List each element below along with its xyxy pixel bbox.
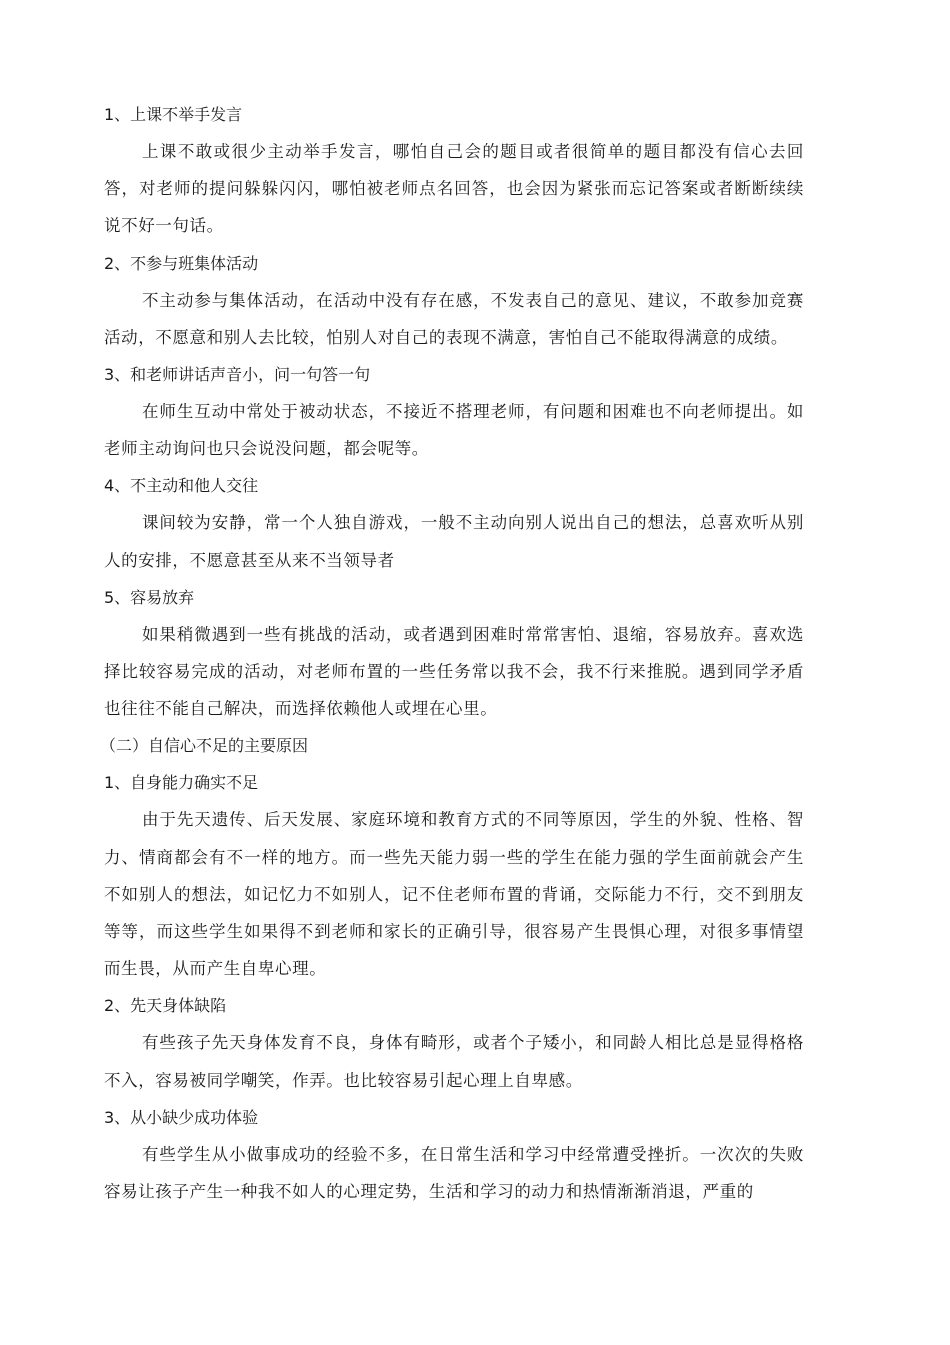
paragraph: 如果稍微遇到一些有挑战的活动，或者遇到困难时常常害怕、退缩，容易放弃。喜欢选择比较容易完成的活动，对老师布置的一些任务常以我不会，我不行来推脱。遇到同学矛盾也往往不能自己解决，而选择依赖他人或埋在心里。 bbox=[104, 624, 804, 719]
list-heading: 3、从小缺少成功体验 bbox=[104, 1107, 259, 1127]
list-heading: 2、不参与班集体活动 bbox=[104, 253, 259, 273]
paragraph: 不主动参与集体活动，在活动中没有存在感，不发表自己的意见、建议，不敢参加竞赛活动，不愿意和别人去比较，怕别人对自己的表现不满意，害怕自己不能取得满意的成绩。 bbox=[104, 290, 804, 347]
paragraph: 课间较为安静，常一个人独自游戏，一般不主动向别人说出自己的想法，总喜欢听从别人的安排，不愿意甚至从来不当领导者 bbox=[104, 513, 804, 570]
list-heading: 1、自身能力确实不足 bbox=[104, 773, 259, 793]
list-heading: 3、和老师讲话声音小，问一句答一句 bbox=[104, 365, 371, 385]
list-heading: 5、容易放弃 bbox=[104, 587, 195, 607]
paragraph: 由于先天遗传、后天发展、家庭环境和教育方式的不同等原因，学生的外貌、性格、智力、情商都会有不一样的地方。而一些先天能力弱一些的学生在能力强的学生面前就会产生不如别人的想法，如记忆力不如别人，记不住老师布置的背诵，交际能力不行，交不到朋友等等，而这些学生如果得不到老师和家长的正确引导，很容易产生畏惧心理，对很多事情望而生畏，从而产生自卑心理。 bbox=[104, 810, 804, 979]
paragraph: 有些学生从小做事成功的经验不多，在日常生活和学习中经常遭受挫折。一次次的失败容易让孩子产生一种我不如人的心理定势，生活和学习的动力和热情渐渐消退，严重的 bbox=[104, 1144, 804, 1202]
paragraph: 有些孩子先天身体发育不良，身体有畸形，或者个子矮小，和同龄人相比总是显得格格不入，容易被同学嘲笑，作弄。也比较容易引起心理上自卑感。 bbox=[104, 1033, 804, 1090]
paragraph: 在师生互动中常处于被动状态，不接近不搭理老师，有问题和困难也不向老师提出。如老师主动询问也只会说没问题，都会呢等。 bbox=[104, 402, 804, 459]
section-heading: （二）自信心不足的主要原因 bbox=[100, 736, 309, 756]
paragraph: 上课不敢或很少主动举手发言，哪怕自己会的题目或者很简单的题目都没有信心去回答，对老师的提问躲躲闪闪，哪怕被老师点名回答，也会因为紧张而忘记答案或者断断续续说不好一句话。 bbox=[104, 142, 804, 236]
document-body bbox=[100, 96, 804, 1210]
list-heading: 4、不主动和他人交往 bbox=[104, 476, 259, 496]
list-heading: 2、先天身体缺陷 bbox=[104, 996, 227, 1016]
list-heading: 1、上课不举手发言 bbox=[104, 105, 243, 124]
